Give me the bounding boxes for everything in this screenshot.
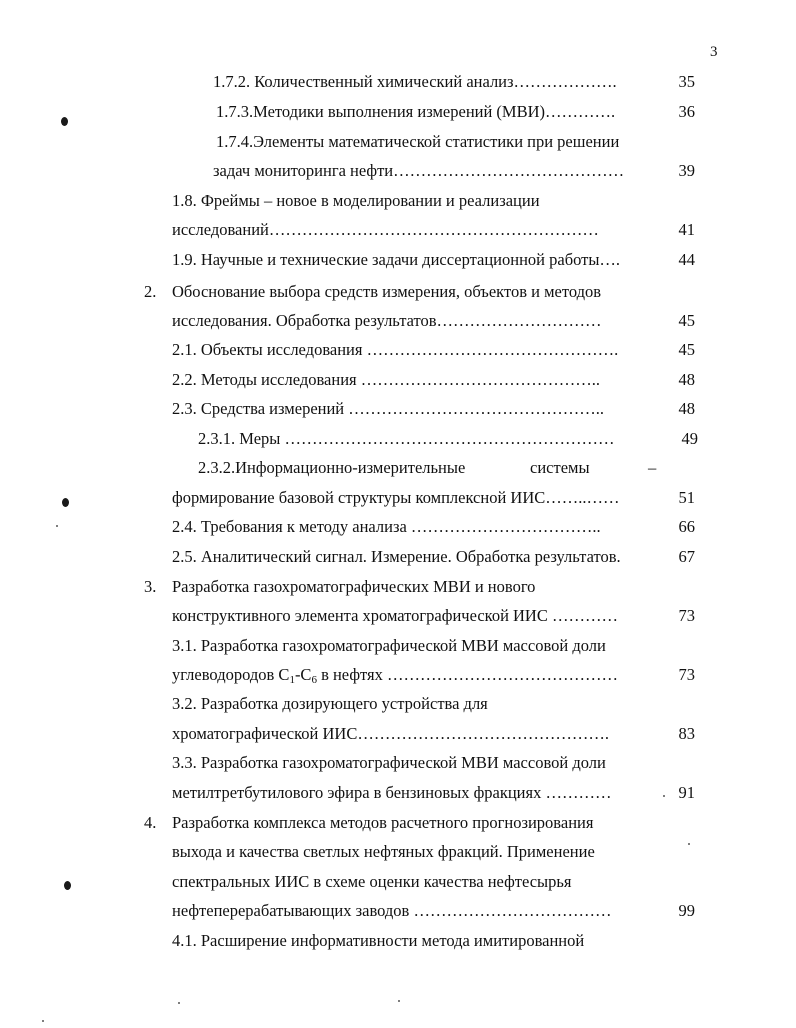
subscript-6: 6 bbox=[311, 674, 317, 686]
chapter-3-title-cont: конструктивного элемента хроматографической ИИС ………… bbox=[172, 606, 618, 625]
toc-page-45b: 45 bbox=[678, 340, 695, 359]
scan-speck bbox=[688, 843, 690, 845]
toc-entry-3-1-mid: -С bbox=[294, 665, 312, 684]
toc-entry-1-8: 1.8. Фреймы – новое в моделировании и реализации bbox=[172, 191, 540, 210]
toc-page-91: 91 bbox=[678, 783, 695, 802]
chapter-2-number: 2. bbox=[144, 282, 157, 301]
subscript-1: 1 bbox=[289, 674, 295, 686]
toc-page-83: 83 bbox=[678, 724, 695, 743]
toc-entry-1-7-3: 1.7.3.Методики выполнения измерений (МВИ)…………. bbox=[216, 102, 616, 121]
toc-entry-3-2-cont: хроматографической ИИС………………………………………. bbox=[172, 724, 609, 743]
toc-entry-1-7-2: 1.7.2. Количественный химический анализ………………. bbox=[213, 72, 617, 91]
toc-page-49: 49 bbox=[681, 429, 698, 448]
toc-page-73b: 73 bbox=[678, 665, 695, 684]
chapter-3-number: 3. bbox=[144, 577, 157, 596]
toc-entry-2-3-2-dash: – bbox=[648, 458, 657, 477]
chapter-3-title: Разработка газохроматографических МВИ и нового bbox=[172, 577, 536, 596]
toc-entry-3-1-cont bbox=[172, 665, 618, 685]
toc-page-67: 67 bbox=[678, 547, 695, 566]
chapter-2-title: Обоснование выбора средств измерения, объектов и методов bbox=[172, 282, 602, 301]
toc-entry-3-1-post: в нефтях …………………………………… bbox=[316, 665, 618, 684]
toc-page-51: 51 bbox=[678, 488, 695, 507]
scan-speck bbox=[56, 525, 58, 527]
toc-entry-2-3: 2.3. Средства измерений ……………………………………….. bbox=[172, 399, 605, 418]
page-number: 3 bbox=[710, 44, 718, 60]
toc-entry-2-4: 2.4. Требования к методу анализа …………………………….. bbox=[172, 517, 601, 536]
toc-entry-3-3-cont: метилтретбутилового эфира в бензиновых фракциях ………… bbox=[172, 783, 612, 802]
toc-entry-1-8-cont: исследований…………………………………………………… bbox=[172, 220, 599, 239]
toc-page-36: 36 bbox=[678, 102, 695, 121]
scan-speck bbox=[178, 1002, 180, 1004]
binding-hole-mark bbox=[61, 117, 68, 126]
scan-speck bbox=[42, 1020, 44, 1022]
binding-hole-mark bbox=[62, 498, 69, 507]
toc-page-41: 41 bbox=[678, 220, 695, 239]
chapter-4-number: 4. bbox=[144, 813, 157, 832]
toc-entry-2-3-2: 2.3.2.Информационно-измерительные bbox=[198, 458, 466, 477]
toc-page-73: 73 bbox=[678, 606, 695, 625]
toc-entry-2-3-2-word: системы bbox=[530, 458, 590, 477]
toc-page-39: 39 bbox=[678, 161, 695, 180]
toc-page-44: 44 bbox=[678, 250, 695, 269]
toc-entry-1-9: 1.9. Научные и технические задачи диссертационной работы…. bbox=[172, 250, 621, 269]
chapter-4-title-cont3: нефтеперерабатывающих заводов ……………………………… bbox=[172, 901, 612, 920]
toc-page-66: 66 bbox=[678, 517, 695, 536]
toc-page-35: 35 bbox=[678, 72, 695, 91]
toc-entry-3-1: 3.1. Разработка газохроматографической МВИ массовой доли bbox=[172, 636, 606, 655]
toc-entry-3-3: 3.3. Разработка газохроматографической МВИ массовой доли bbox=[172, 753, 606, 772]
toc-entry-2-3-1: 2.3.1. Меры …………………………………………………… bbox=[198, 429, 615, 448]
scan-speck bbox=[398, 1000, 400, 1002]
chapter-2-title-cont: исследования. Обработка результатов………………………… bbox=[172, 311, 602, 330]
toc-entry-2-1: 2.1. Объекты исследования ………………………………………. bbox=[172, 340, 619, 359]
toc-page-48b: 48 bbox=[678, 399, 695, 418]
chapter-4-title-cont2: спектральных ИИС в схеме оценки качества нефтесырья bbox=[172, 872, 572, 891]
toc-entry-2-5: 2.5. Аналитический сигнал. Измерение. Обработка результатов. bbox=[172, 547, 621, 566]
binding-hole-mark bbox=[64, 881, 71, 890]
toc-entry-2-2: 2.2. Методы исследования …………………………………….. bbox=[172, 370, 601, 389]
toc-entry-1-7-4-cont: задач мониторинга нефти…………………………………… bbox=[213, 161, 625, 180]
chapter-4-title: Разработка комплекса методов расчетного прогнозирования bbox=[172, 813, 594, 832]
toc-page-45: 45 bbox=[678, 311, 695, 330]
toc-page-48: 48 bbox=[678, 370, 695, 389]
toc-entry-2-3-2-cont: формирование базовой структуры комплексной ИИС……..…… bbox=[172, 488, 620, 507]
toc-page-99: 99 bbox=[678, 901, 695, 920]
toc-entry-1-7-4: 1.7.4.Элементы математической статистики при решении bbox=[216, 132, 620, 151]
chapter-4-title-cont1: выхода и качества светлых нефтяных фракций. Применение bbox=[172, 842, 595, 861]
toc-entry-4-1: 4.1. Расширение информативности метода имитированной bbox=[172, 931, 585, 950]
toc-entry-3-1-pre: углеводородов С bbox=[172, 665, 290, 684]
toc-entry-3-2: 3.2. Разработка дозирующего устройства для bbox=[172, 694, 488, 713]
